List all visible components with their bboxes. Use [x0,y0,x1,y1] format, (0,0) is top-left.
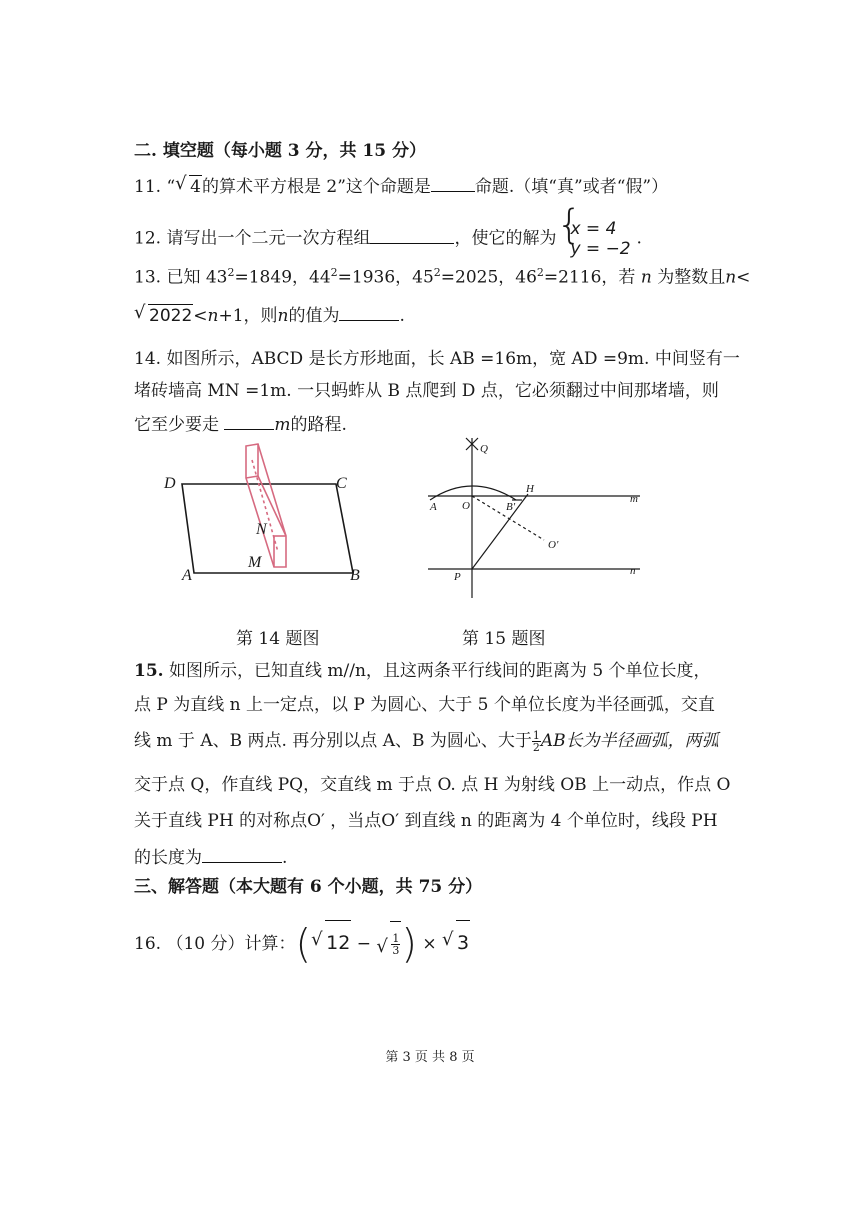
fig14-wall [246,444,286,567]
question-11 [134,175,668,198]
figure-14-caption: 第 14 题图 [236,629,320,649]
question-12: 12. 请写出一个二元一次方程组 ，使它的解为 { x = 4 y = −2 . [134,202,642,259]
figure-15 [418,428,648,604]
fig15-arc [430,486,516,500]
q11-answer-blank[interactable] [431,175,475,192]
question-14-line-2: 堵砖墙高 MN =1m. 一只蚂蚱从 B 点爬到 D 点，它必须翻过中间那堵墙，则 [134,381,719,401]
section-2-title: 二. 填空题（每小题 3 分，共 15 分） [134,141,426,161]
question-16: 16. （10 分）计算：( √ 12 − √ $\frac{1}{3}$ ) × √ 3 [134,921,470,968]
figure-15-caption: 第 15 题图 [462,629,546,649]
q11-number: 11. [134,177,162,197]
q12-text-b: ，使它的解为 [454,228,557,249]
q12-equation-system: { x = 4 y = −2 [556,202,631,259]
q16-sqrt-third: √ $\frac{1}{3}$ [376,921,401,966]
q12-answer-blank[interactable] [370,227,454,244]
section-3-title: 三、解答题（本大题有 6 个小题，共 75 分） [134,877,483,897]
question-14-line-3: 它至少要走 m的路程. [134,415,347,435]
q16-sqrt-3: √ 3 [442,920,470,965]
question-15-line-1: 15. 如图所示，已知直线 m//n，且这两条平行线间的距离为 5 个单位长度， [134,661,711,681]
fig15-label-O-prime: O' [548,539,559,551]
q12-number: 12. [134,228,162,249]
q13-answer-blank[interactable] [339,304,399,321]
fig15-label-A: A [430,501,437,513]
q11-text-b: 命题.（填“真”或者“假”） [474,177,669,197]
fig15-label-P: P [454,571,461,583]
question-15-line-4: 交于点 Q，作直线 PQ，交直线 m 于点 O. 点 H 为射线 OB 上一动点，作点 O [134,775,731,795]
page-footer: 第 3 页 共 8 页 [385,1050,475,1065]
q15-answer-blank[interactable] [202,846,282,863]
q14-answer-blank[interactable] [224,413,274,430]
fig14-label-D: D [164,475,176,492]
fig14-label-A: A [182,567,192,584]
question-15-line-6: 的长度为 . [134,848,288,868]
q11-text-a: 的算术平方根是 2”这个命题是 [201,177,431,197]
q11-open-quote: “ [166,177,176,197]
figure-14 [150,440,370,590]
fig14-label-M: M [248,554,262,571]
q16-sqrt-12: √ 12 [311,920,351,965]
q13-number: 13. [134,267,162,288]
question-13-line-2: √ 2022<n+1，则n的值为 . [134,302,405,326]
question-15-line-2: 点 P 为直线 n 上一定点，以 P 为圆心、大于 5 个单位长度为半径画弧，交直 [134,695,715,715]
fig14-label-N: N [256,521,267,538]
question-14-line-1: 14. 如图所示，ABCD 是长方形地面，长 AB =16m，宽 AD =9m. 中间竖有一 [134,349,740,369]
fig15-label-Q: Q [480,443,488,455]
fig15-label-H: H [526,483,534,495]
fig15-label-n: n [630,565,636,577]
fig15-segment-PH [472,494,528,569]
q12-text-a: 请写出一个二元一次方程组 [166,228,371,249]
q11-sqrt: √ 4 [175,173,201,197]
question-15-line-5: 关于直线 PH 的对称点O′ ，当点O′ 到直线 n 的距离为 4 个单位时，线段 PH [134,811,718,831]
q13-sqrt: √ 2022 [134,302,193,326]
fig15-label-B: B' [506,501,516,513]
fig14-label-B: B [350,567,360,584]
question-13: 13. 已知 $43^2=1849$，$44^2=1936$，$45^2=2025$，$46^2=2116$，若 n 为整数且n< [134,266,751,288]
fig15-label-m: m [630,493,638,505]
fig14-label-C: C [336,475,347,492]
q15-fraction: $\frac{1}{2}$ [532,729,540,754]
fig15-label-O: O [462,500,470,512]
question-15-line-3: 线 m 于 A、B 两点. 再分别以点 A、B 为圆心、大于 $\frac{1}{2}$ AB长为半径画弧，两弧 [134,729,719,754]
